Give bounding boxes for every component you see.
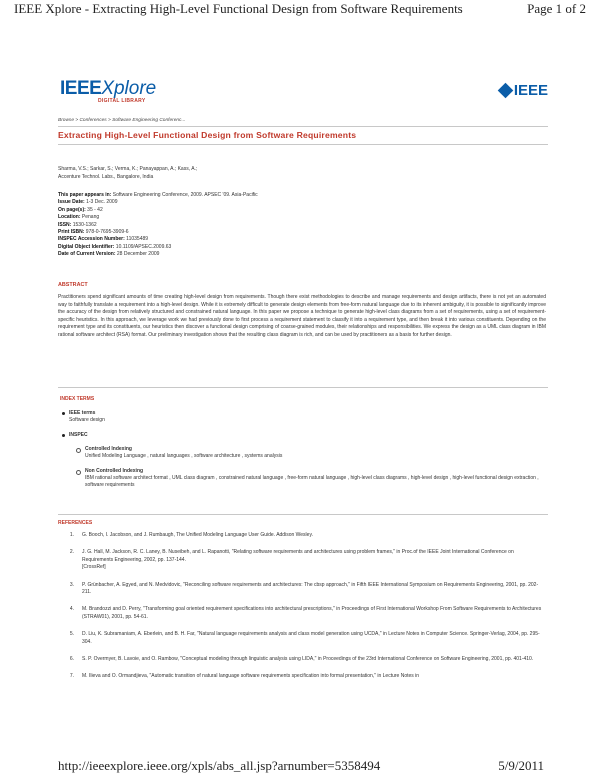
- meta-row: Issue Date: 1-3 Dec. 2009: [58, 199, 118, 206]
- reference-item: 4. M. Brandozzi and D. Perry, "Transforming goal oriented requirement specifications into architectural prescriptions," in Proceedings of First International Workshop From Software Requirements to Architectures (STRAW01), 2001, pp. 54-61.: [69, 606, 542, 620]
- ieee-terms-item: IEEE terms Software design: [62, 410, 542, 424]
- bullet-icon: [62, 434, 65, 437]
- meta-conference-link[interactable]: Software Engineering Conference, 2009. APSEC '09. Asia-Pacific: [112, 192, 258, 198]
- abstract-text: Practitioners spend significant amounts of time creating high-level design from requirements. Though there exist methodologies to describe and manage requirements and design artifacts, there is not yet an automated way to faithfully translate a requirement into a high-level design. While it is extremely difficult to generate design elements from free-form natural language due to its inherent ambiguity, it is possible to significantly improve the accuracy of the design from relatively structured and constrained natural language. In this paper we propose a technique to generate high-level class diagrams from a set of requirements, using a set of requirement-specific heuristics. In this approach, we leverage work we had previously done to first process a requirement statement to classify it into a requirement type, and then break it into various constituents. Depending on the requirement type and its constituents, our heuristics then discover a functional design comprising of coarse-grained modules, their relationships and responsibilities. We express the design as a UML class diagram in IBM rational software architect (RSA) format. Our preliminary investigation shows that the resulting class diagram is rich, and can be used by practitioners as a basis for further design.: [58, 294, 546, 338]
- author-list[interactable]: Sharma, V.S.; Sarkar, S.; Verma, K.; Panayappan, A.; Kass, A.;: [58, 166, 198, 172]
- crossref-link[interactable]: [CrossRef]: [82, 564, 106, 571]
- reference-list: [66, 532, 544, 691]
- circle-bullet-icon: [76, 448, 81, 453]
- divider: [58, 144, 548, 145]
- ieee-brand-text: IEEE: [513, 82, 548, 99]
- bullet-icon: [62, 412, 65, 415]
- circle-bullet-icon: [76, 470, 81, 475]
- reference-item: 7. M. Ilieva and O. Ormandjieva, "Automatic transition of natural language software requirements specification into formal presentation," in Lecture Notes in: [69, 673, 420, 680]
- noncontrolled-terms[interactable]: IBM rational software architect format , UML class diagram , constrained natural language , free-form natural language , high-level class diagrams , high-level design , high-level functional design extraction , software requirements: [85, 475, 539, 488]
- ieee-diamond-icon: [498, 83, 514, 99]
- reference-item: 2. J. G. Hall, M. Jackson, R. C. Laney, B. Nuseibeh, and L. Rapanotti, "Relating software requirements and architectures using problem frames," in Proc.of the IEEE Joint International Conference on Requirements Engineering, 2002, pp. 137-144. [CrossRef]: [69, 549, 514, 571]
- meta-row: On page(s): 35 - 42: [58, 206, 103, 213]
- meta-row: INSPEC Accession Number: 11035489: [58, 236, 149, 243]
- index-terms: [62, 410, 542, 489]
- meta-row: Date of Current Version: 28 December 2009: [58, 251, 160, 258]
- logo-xplore-text: Xplore: [101, 78, 157, 99]
- print-footer: [0, 758, 600, 776]
- meta-row: Print ISBN: 978-0-7695-3909-6: [58, 229, 129, 236]
- ieee-xplore-logo[interactable]: [60, 78, 156, 104]
- publication-metadata: [58, 192, 258, 259]
- divider: [58, 126, 548, 127]
- reference-item: 1. G. Booch, I. Jacobson, and J. Rumbaugh, The Unified Modeling Language User Guide. Addison Wesley.: [69, 532, 313, 538]
- abstract-heading: ABSTRACT: [58, 282, 88, 288]
- ieee-terms-value[interactable]: Software design: [69, 417, 105, 423]
- print-header-page: Page 1 of 2: [527, 1, 586, 16]
- controlled-indexing-item: Controlled Indexing Unified Modeling Language , natural languages , software architecture , systems analysis: [76, 446, 542, 460]
- print-header: [0, 0, 600, 18]
- meta-row: Digital Object Identifier: 10.1109/APSEC.2009.63: [58, 243, 172, 250]
- breadcrumb[interactable]: Browse > Conferences > Software Engineering Conferenc...: [58, 118, 186, 123]
- print-header-title: IEEE Xplore - Extracting High-Level Functional Design from Software Requirements: [14, 1, 463, 16]
- page-title: Extracting High-Level Functional Design from Software Requirements: [58, 130, 357, 140]
- reference-item: 5. D. Liu, K. Subramaniam, A. Eberlein, and B. H. Far, "Natural language requirements analysis and class model generation using UCDA," in Lecture Notes in Computer Science. Springer-Verlag, 2004, pp. 295-304.: [69, 631, 540, 645]
- meta-row: This paper appears in: Software Engineering Conference, 2009. APSEC '09. Asia-Pacific: [58, 192, 258, 198]
- meta-row: ISSN: 1530-1362: [58, 221, 97, 228]
- inspec-item: INSPEC: [62, 432, 542, 439]
- ieee-brand-logo[interactable]: [500, 82, 548, 99]
- author-block: [58, 165, 197, 181]
- reference-item: 6. S. P. Overmyer, B. Lavoie, and O. Rambow, "Conceptual modeling through linguistic analysis using LIDA," in Proceedings of the 23rd International Conference on Software Engineering, 2001, pp. 401-410.: [69, 656, 534, 663]
- divider: [58, 514, 548, 515]
- references-heading: REFERENCES: [58, 520, 93, 526]
- noncontrolled-indexing-item: Non Controlled Indexing IBM rational software architect format , UML class diagram , constrained natural language , free-form natural language , high-level class diagrams , high-level design , high-level functional design extraction , software requirements: [76, 468, 542, 489]
- print-footer-url: http://ieeexplore.ieee.org/xpls/abs_all.jsp?arnumber=5358494: [58, 758, 381, 773]
- doi-link[interactable]: 10.1109/APSEC.2009.63: [115, 243, 172, 250]
- divider: [58, 387, 548, 388]
- logo-ieee-text: IEEE: [60, 78, 102, 99]
- logo-digital-library: DIGITAL LIBRARY: [98, 98, 146, 104]
- index-terms-heading: INDEX TERMS: [60, 396, 95, 402]
- author-affiliation: Accenture Technol. Labs., Bangalore, India: [58, 174, 154, 180]
- print-footer-date: 5/9/2011: [498, 758, 544, 773]
- reference-item: 3. P. Grünbacher, A. Egyed, and N. Medvidovic, "Reconciling software requirements and architectures: The cbsp approach," in Fifth IEEE International Symposium on Requirements Engineering, 2001, pp. 202-211.: [69, 581, 539, 596]
- meta-row: Location: Penang: [58, 214, 100, 221]
- controlled-terms[interactable]: Unified Modeling Language , natural languages , software architecture , systems analysis: [85, 453, 283, 459]
